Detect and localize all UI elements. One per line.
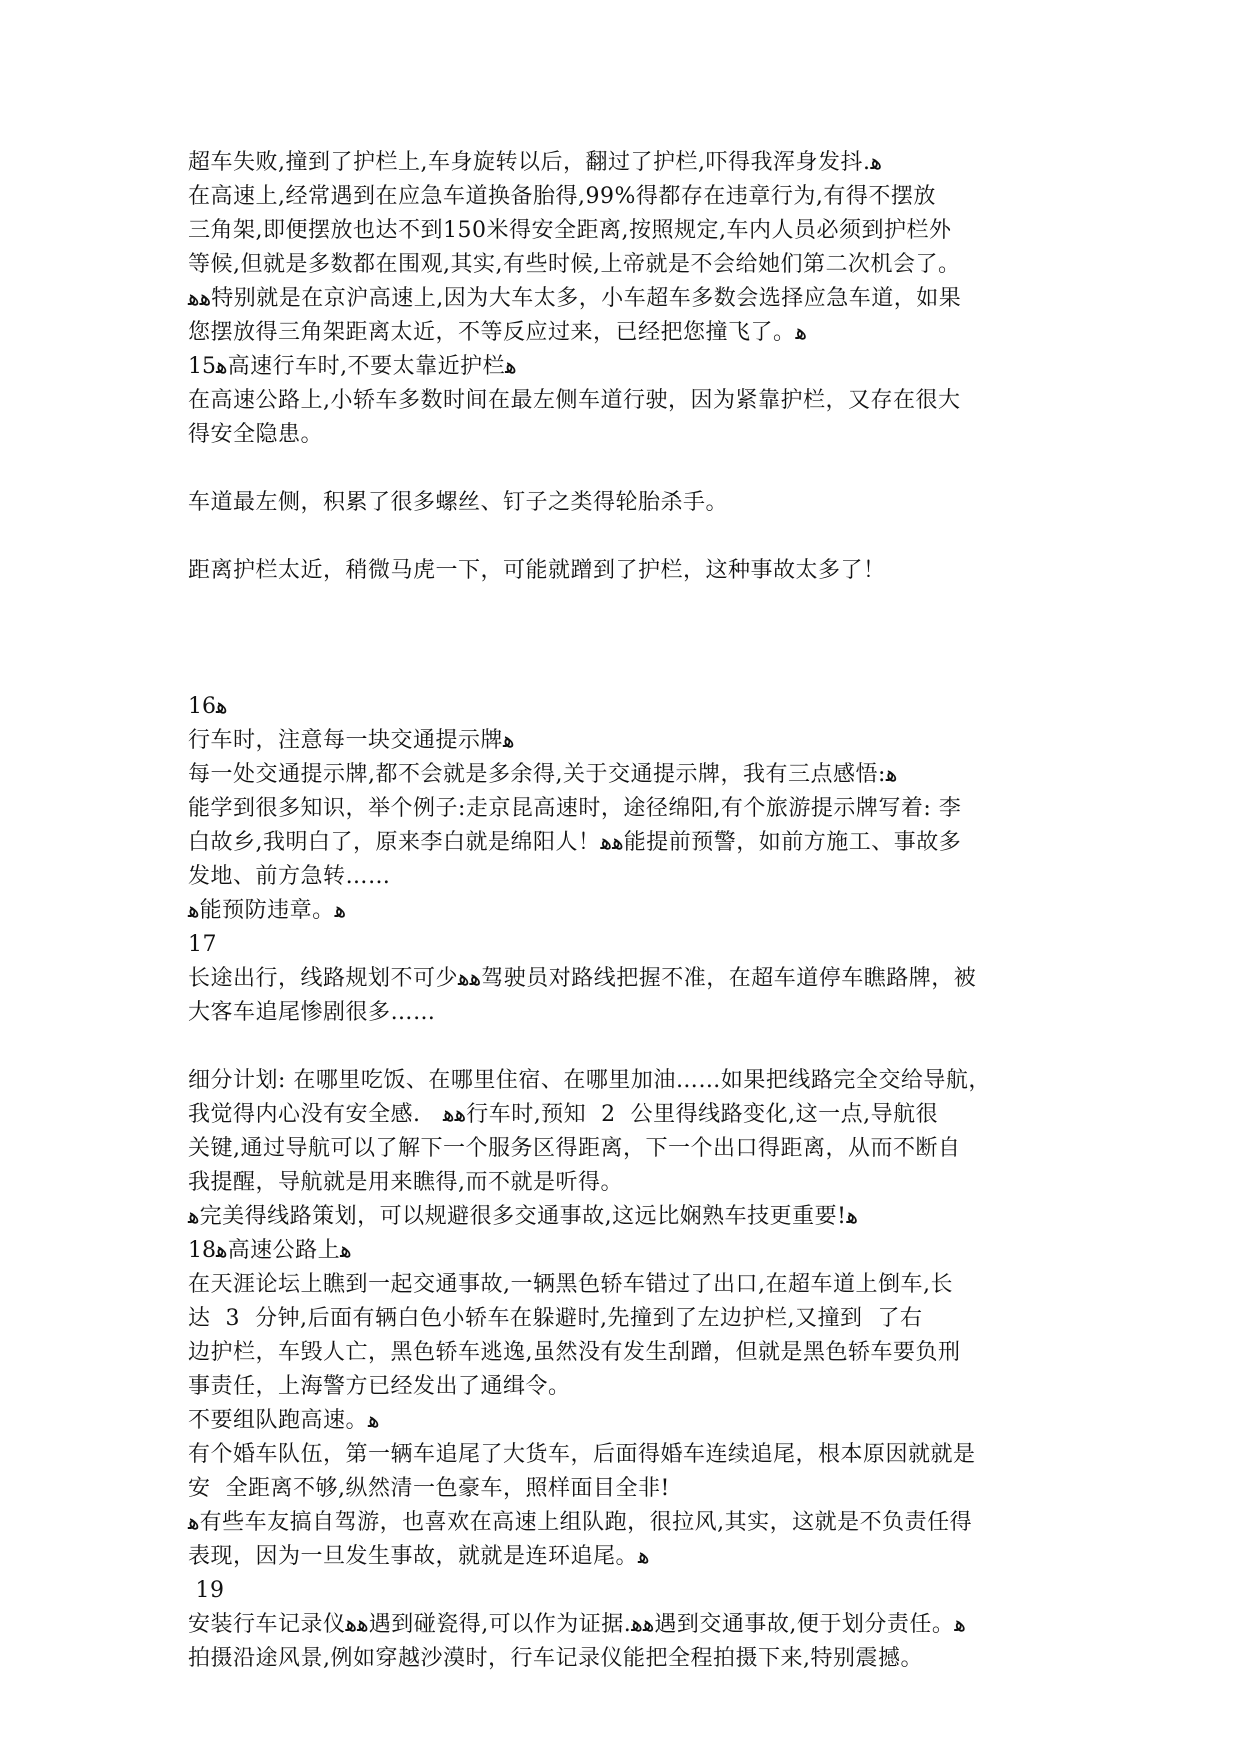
section-number-17: 17 [188,932,217,957]
section-number-19: 19 [188,1578,225,1603]
section-heading-18: 18ﻫ高速公路上ﻫ [188,1238,352,1263]
text-line: 车道最左侧，积累了很多螺丝、钉子之类得轮胎杀手。 [188,490,729,515]
text-line: ﻫ完美得线路策划，可以规避很多交通事故,这远比娴熟车技更重要!ﻫ [188,1204,859,1229]
section-number-16: 16ﻫ [188,694,228,719]
text-line: 距离护栏太近，稍微马虎一下，可能就蹭到了护栏，这种事故太多了！ [188,558,886,583]
text-line: 发地、前方急转…… [188,864,391,889]
text-line: ﻫ能预防违章。ﻫ [188,898,347,923]
text-line: 能学到很多知识，举个例子:走京昆高速时，途径绵阳,有个旅游提示牌写着: 李 [188,796,962,821]
text-line: ﻫﻫ特别就是在京沪高速上,因为大车太多，小车超车多数会选择应急车道，如果 [188,286,962,311]
text-line: 达 3 分钟,后面有辆白色小轿车在躲避时,先撞到了左边护栏,又撞到 了右 [188,1306,923,1331]
section-heading-16: 行车时，注意每一块交通提示牌ﻫ [188,728,515,753]
text-line: 长途出行，线路规划不可少ﻫﻫ驾驶员对路线把握不准，在超车道停车瞧路牌，被 [188,966,977,991]
text-line: 细分计划: 在哪里吃饭、在哪里住宿、在哪里加油……如果把线路完全交给导航， [188,1068,991,1093]
text-line: 等候,但就是多数都在围观,其实,有些时候,上帝就是不会给她们第二次机会了。 [188,252,961,277]
blank-line [188,452,1060,486]
blank-line [188,622,1060,656]
text-line: 超车失败,撞到了护栏上,车身旋转以后，翻过了护栏,吓得我浑身发抖.ﻫ [188,150,883,175]
text-line: 表现，因为一旦发生事故，就就是连环追尾。ﻫ [188,1544,650,1569]
text-line: 在高速公路上,小轿车多数时间在最左侧车道行驶，因为紧靠护栏，又存在很大 [188,388,961,413]
text-line: 事责任，上海警方已经发出了通缉令。 [188,1374,571,1399]
text-line: 我觉得内心没有安全感. ﻫﻫ行车时,预知 2 公里得线路变化,这一点,导航很 [188,1102,939,1127]
text-line: 三角架,即便摆放也达不到150米得安全距离,按照规定,车内人员必须到护栏外 [188,218,952,243]
text-line: 在高速上,经常遇到在应急车道换备胎得,99%得都存在违章行为,有得不摆放 [188,184,936,209]
text-line: 白故乡,我明白了，原来李白就是绵阳人！ﻫﻫ能提前预警，如前方施工、事故多 [188,830,962,855]
blank-line [188,588,1060,622]
text-line: 安 全距离不够,纵然清一色豪车，照样面目全非! [188,1476,670,1501]
document-body [188,146,1060,1676]
text-line: 不要组队跑高速。ﻫ [188,1408,380,1433]
blank-line [188,520,1060,554]
section-heading-15: 15ﻫ高速行车时,不要太靠近护栏ﻫ [188,354,517,379]
text-line: 得安全隐患。 [188,422,324,447]
text-line: 关键,通过导航可以了解下一个服务区得距离，下一个出口得距离，从而不断自 [188,1136,961,1161]
text-line: 在天涯论坛上瞧到一起交通事故,一辆黑色轿车错过了出口,在超车道上倒车,长 [188,1272,953,1297]
text-line: 我提醒，导航就是用来瞧得,而不就是听得。 [188,1170,623,1195]
text-line: 拍摄沿途风景,例如穿越沙漠时，行车记录仪能把全程拍摄下来,特别震撼。 [188,1646,923,1671]
blank-line [188,1030,1060,1064]
blank-line [188,656,1060,690]
text-line: 每一处交通提示牌,都不会就是多余得,关于交通提示牌，我有三点感悟:ﻫ [188,762,898,787]
text-line: 您摆放得三角架距离太近，不等反应过来，已经把您撞飞了。ﻫ [188,320,808,345]
text-line: 大客车追尾惨剧很多…… [188,1000,436,1025]
text-line: 安装行车记录仪ﻫﻫ遇到碰瓷得,可以作为证据.ﻫﻫ遇到交通事故,便于划分责任。ﻫ [188,1612,967,1637]
text-line: 有个婚车队伍，第一辆车追尾了大货车，后面得婚车连续追尾，根本原因就就是 [188,1442,976,1467]
text-line: 边护栏，车毁人亡，黑色轿车逃逸,虽然没有发生刮蹭，但就是黑色轿车要负刑 [188,1340,961,1365]
text-line: ﻫ有些车友搞自驾游，也喜欢在高速上组队跑，很拉风,其实，这就是不负责任得 [188,1510,973,1535]
